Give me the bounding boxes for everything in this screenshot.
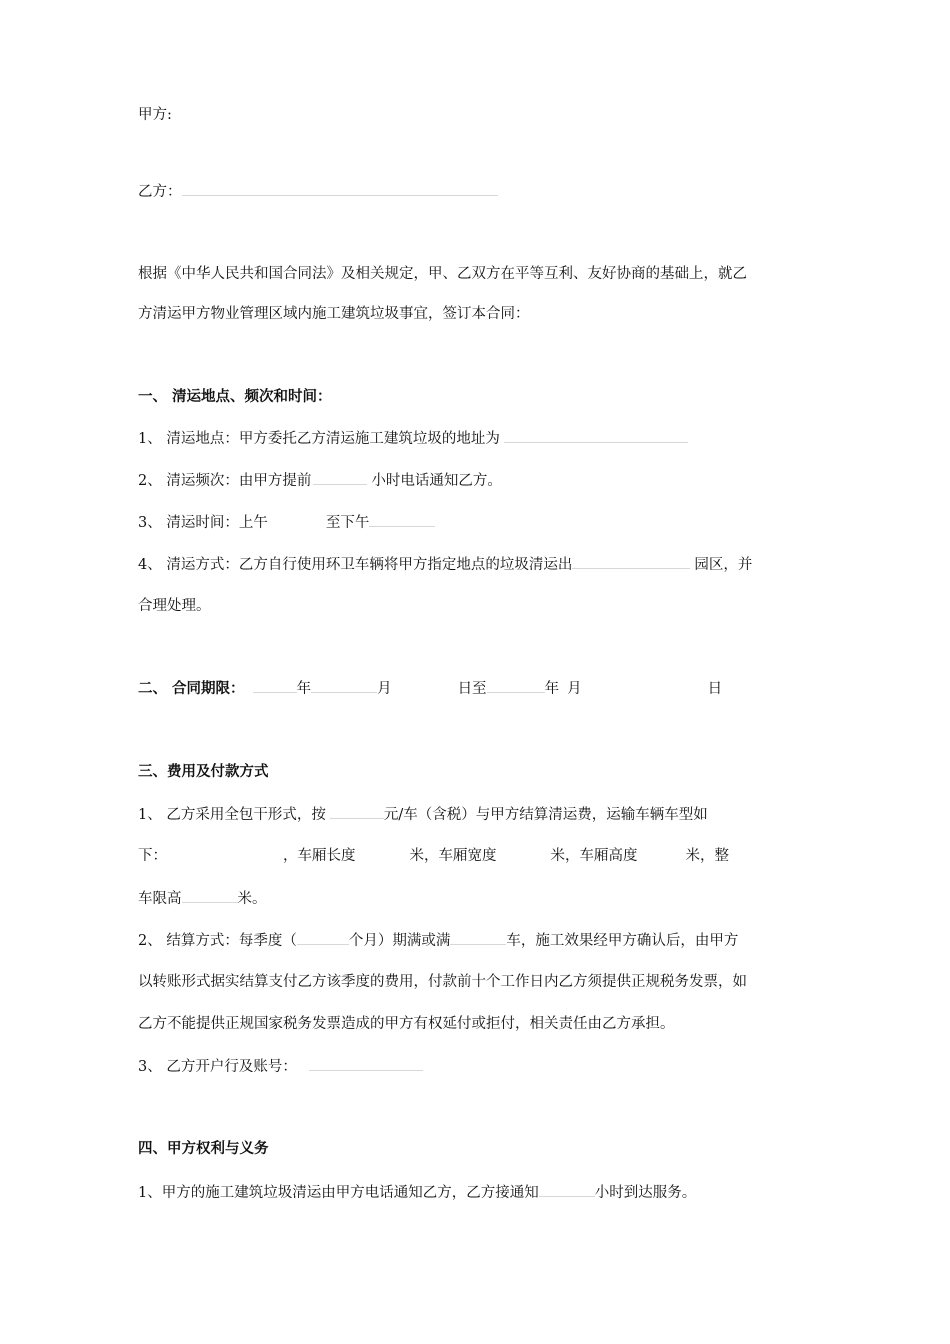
s1-item-2-suffix: 小时电话通知乙方。: [371, 473, 502, 489]
party-b-label: 乙方：: [138, 184, 182, 200]
address-blank: [504, 428, 688, 443]
notice-hours-blank: [313, 470, 367, 485]
s1-item-3-mid: 至下午: [325, 515, 370, 531]
park-name-blank: [572, 554, 690, 569]
width-label: 米，车厢宽度: [409, 848, 497, 864]
s3-p1-prefix: 下：: [138, 848, 167, 864]
height-suffix: 米，整: [685, 848, 729, 864]
party-b-blank: [182, 181, 498, 196]
s1-item-3: [138, 512, 435, 533]
s1-item-2-text: 2、 清运频次：由甲方提前: [138, 473, 312, 489]
length-label: ，车厢长度: [283, 848, 356, 864]
limit-suffix: 米。: [237, 891, 267, 907]
section-2-line: [138, 678, 722, 699]
s1-item-2: [138, 470, 502, 491]
s3-para-1-line-2: [138, 846, 729, 866]
preamble-line-1: 根据《中华人民共和国合同法》及相关规定，甲、乙双方在平等互利、友好协商的基础上，就乙: [138, 266, 747, 282]
end-year-label: 年: [544, 681, 560, 697]
s3-para-2-line-1: [138, 930, 738, 951]
s1-item-4-text: 4、 清运方式：乙方自行使用环卫车辆将甲方指定地点的垃圾清运出: [138, 557, 573, 573]
s4-p1-text: 1、甲方的施工建筑垃圾清运由甲方电话通知乙方，乙方接通知: [138, 1185, 539, 1201]
s3-p2-text: 2、 结算方式：每季度（: [138, 933, 297, 949]
bank-account-label: 3、 乙方开户行及账号：: [138, 1059, 297, 1075]
preamble-line-2: 方清运甲方物业管理区域内施工建筑垃圾事宜，签订本合同：: [138, 306, 530, 322]
months-blank: [297, 930, 349, 945]
s1-item-3-text: 3、 清运时间：上午: [138, 515, 268, 531]
s3-p1-mid: 元/车（含税）与甲方结算清运费，运输车辆车型如: [383, 807, 708, 823]
end-year-blank: [487, 678, 545, 693]
party-a-line: [138, 105, 172, 125]
afternoon-time-blank: [369, 512, 435, 527]
section-4-heading: 四、甲方权利与义务: [138, 1141, 269, 1157]
s1-item-4-suffix: 园区，并: [694, 557, 753, 573]
s3-para-2-line-2: 以转账形式据实结算支付乙方该季度的费用，付款前十个工作日内乙方须提供正规税务发票，如: [138, 974, 747, 990]
section-2-heading: 二、 合同期限：: [138, 681, 245, 697]
section-3-heading: 三、费用及付款方式: [138, 764, 269, 780]
party-b-line: [138, 181, 498, 202]
s3-para-1-line-1: [138, 804, 708, 825]
arrival-hours-blank: [539, 1182, 595, 1197]
end-month-label: 月: [567, 681, 582, 697]
trucks-blank: [450, 930, 506, 945]
s4-p1-suffix: 小时到达服务。: [594, 1185, 697, 1201]
s1-item-4-cont: 合理处理。: [138, 598, 211, 614]
s1-item-4: [138, 554, 752, 575]
s3-p1-text: 1、 乙方采用全包干形式，按: [138, 807, 326, 823]
party-a-label: 甲方:: [138, 107, 172, 123]
limit-label: 车限高: [138, 891, 182, 907]
s3-para-3: [138, 1056, 423, 1077]
s3-para-2-line-3: 乙方不能提供正规国家税务发票造成的甲方有权延付或拒付，相关责任由乙方承担。: [138, 1016, 675, 1032]
s3-para-1-line-3: [138, 888, 267, 909]
s1-item-1: [138, 428, 688, 449]
end-day-label: 日: [707, 681, 723, 697]
price-blank: [330, 804, 384, 819]
start-month-blank: [311, 678, 377, 693]
limit-height-blank: [182, 888, 238, 903]
start-year-blank: [253, 678, 297, 693]
bank-account-blank: [309, 1056, 423, 1071]
s3-p2-mid: 个月）期满或满: [348, 933, 451, 949]
start-month-label: 月: [377, 681, 392, 697]
height-label: 米，车厢高度: [550, 848, 638, 864]
start-year-label: 年: [296, 681, 312, 697]
s1-item-1-text: 1、 清运地点：甲方委托乙方清运施工建筑垃圾的地址为: [138, 431, 500, 447]
section-1-heading: 一、 清运地点、频次和时间：: [138, 389, 332, 405]
day-to-label: 日至: [457, 681, 487, 697]
s4-para-1: [138, 1182, 696, 1203]
s3-p2-end: 车，施工效果经甲方确认后，由甲方: [506, 933, 739, 949]
